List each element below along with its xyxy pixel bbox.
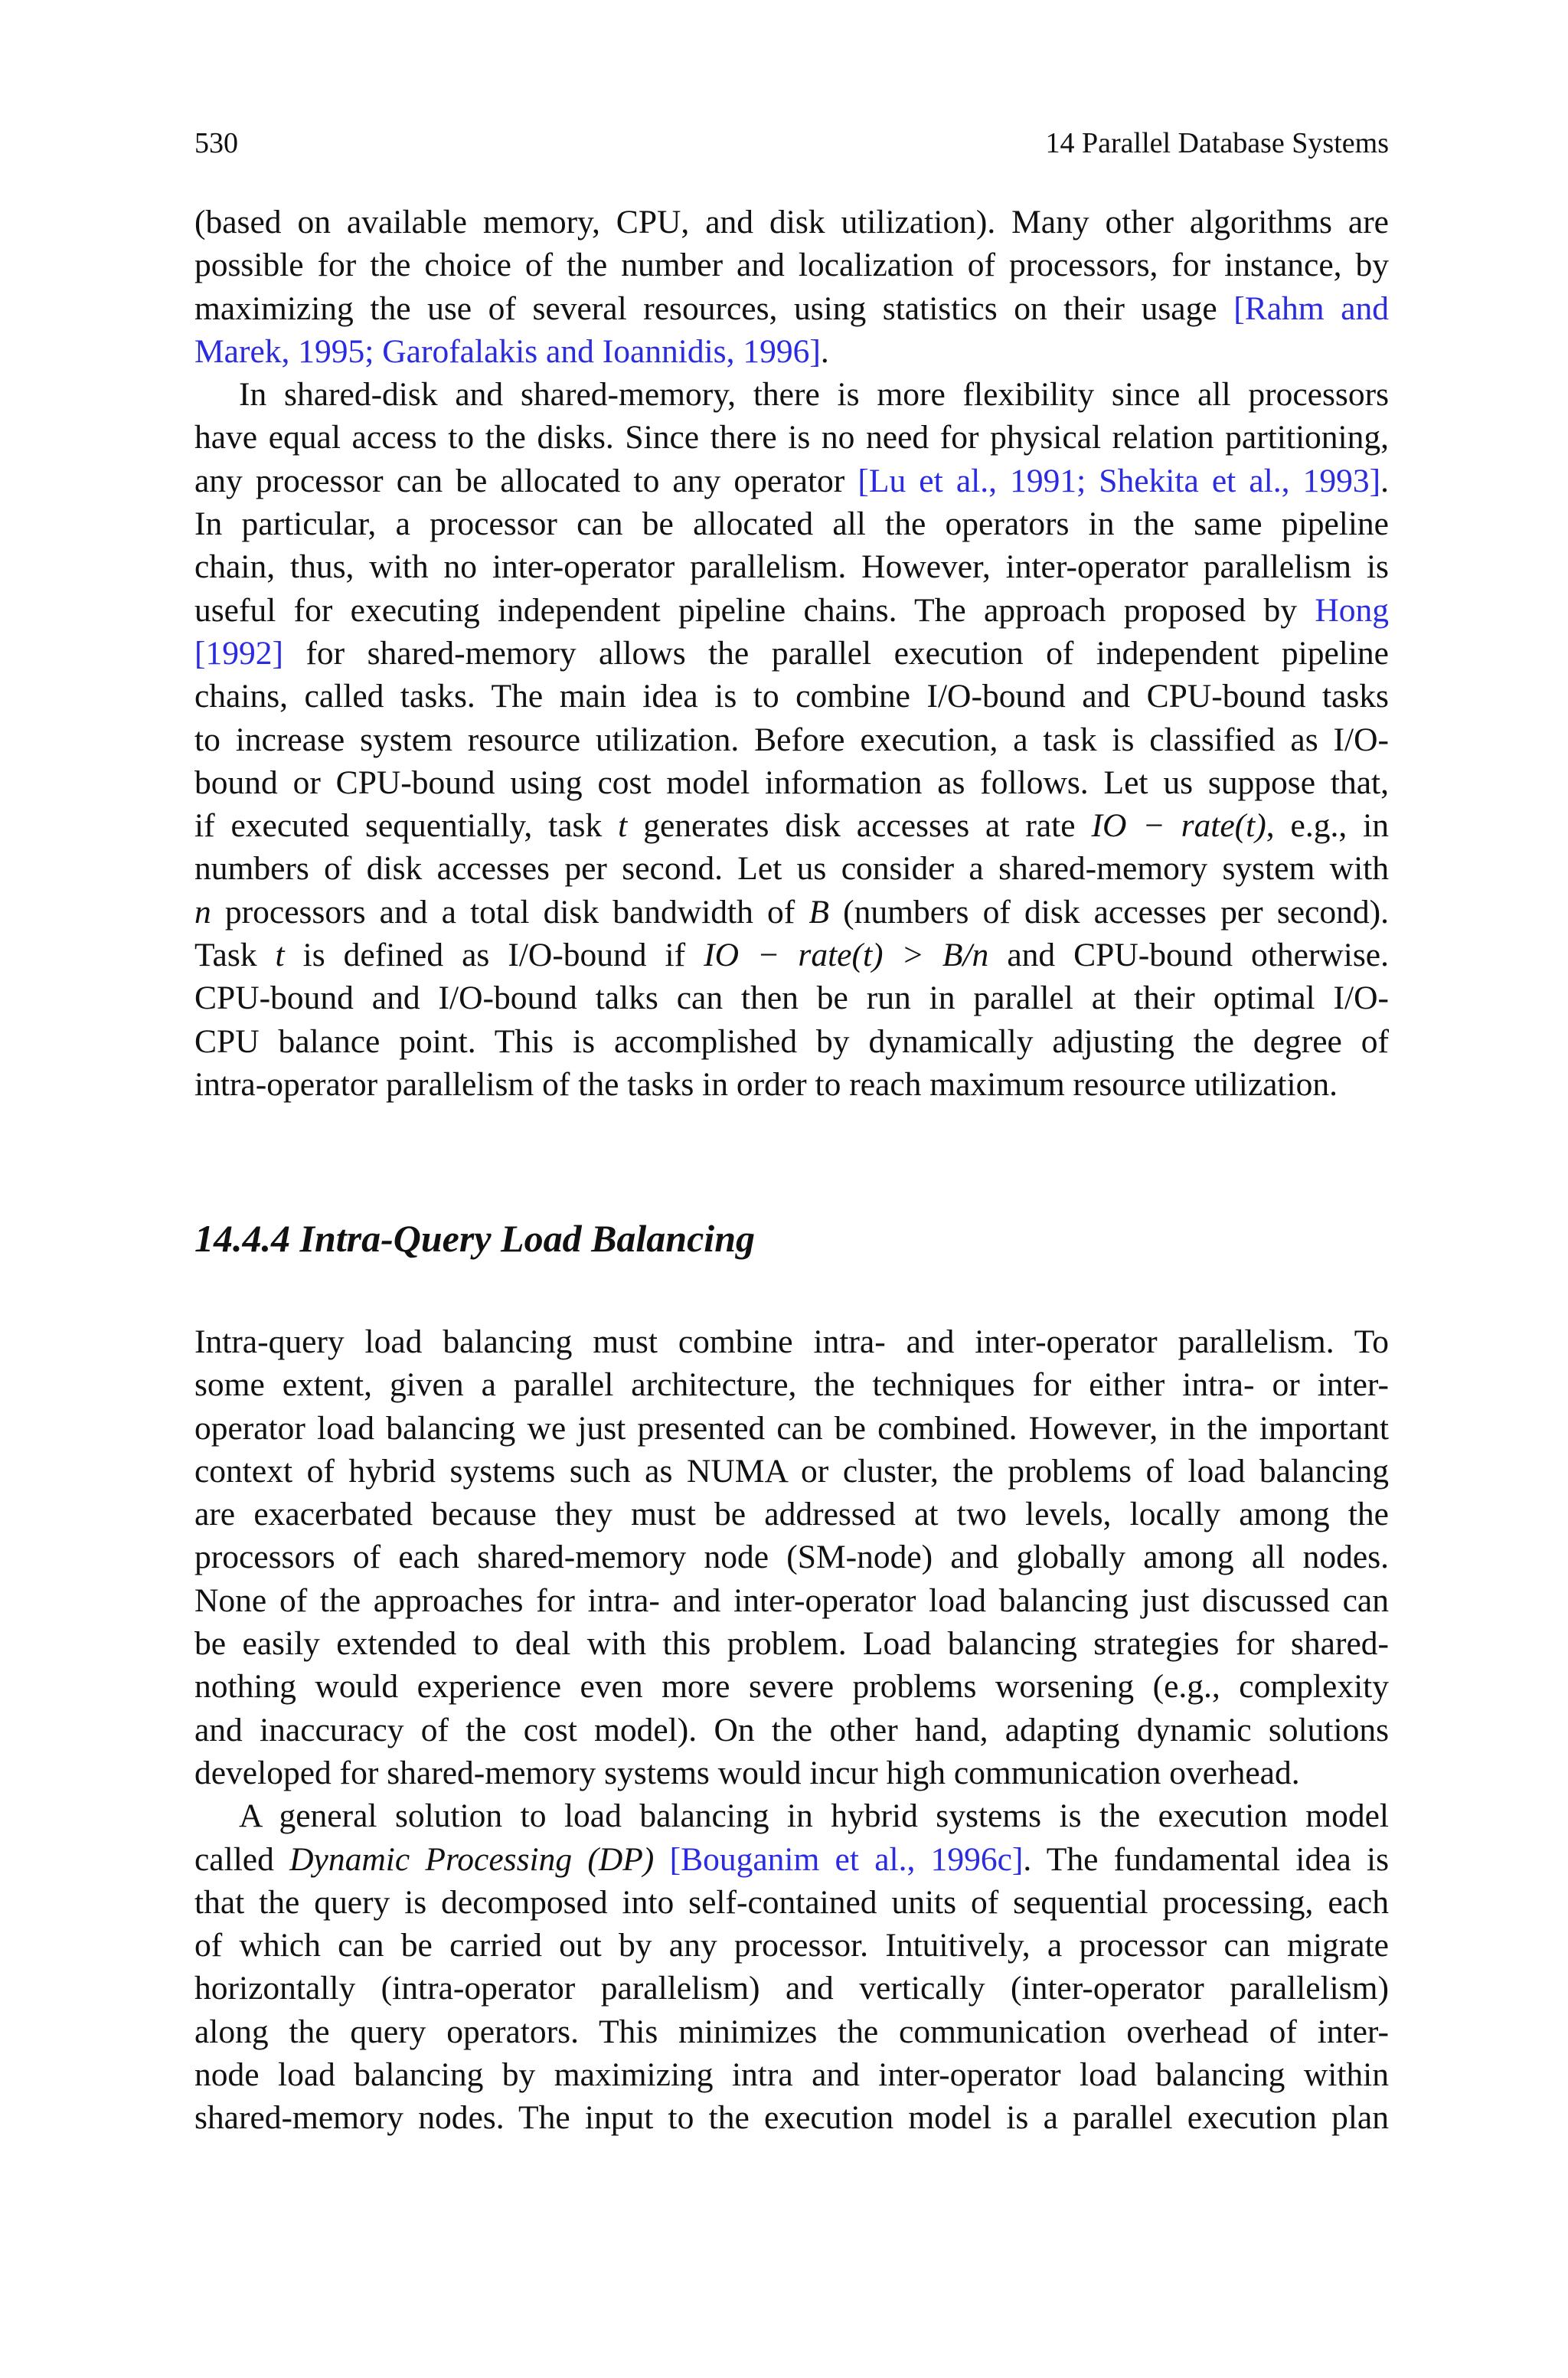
text-line [194, 1579, 1389, 1622]
text-run: intra-operator parallelism of the tasks in order to reach maximum resource utilization. [194, 1065, 1338, 1103]
text-run: (numbers of disk accesses per second). [829, 893, 1389, 931]
text-line [194, 675, 1389, 718]
text-run: . The fundamental idea is [1023, 1840, 1390, 1878]
paragraph [194, 1794, 1389, 2139]
citation-link[interactable]: [1992] [194, 634, 283, 672]
text-run: . [820, 332, 829, 370]
text-line [194, 1709, 1389, 1752]
text-line [194, 1536, 1389, 1578]
math-italic: IO − rate(t) > B/n [704, 937, 989, 974]
text-line [194, 1363, 1389, 1406]
text-line [194, 1881, 1389, 1924]
text-run: bound or CPU-bound using cost model information as follows. Let us suppose that, [194, 764, 1389, 801]
text-line [194, 1752, 1389, 1794]
text-line [194, 1020, 1389, 1063]
text-line [194, 1493, 1389, 1536]
text-line [194, 1622, 1389, 1665]
section-heading: 14.4.4 Intra-Query Load Balancing [194, 1217, 756, 1260]
text-line [194, 847, 1389, 890]
citation-link[interactable]: [Bouganim et al., 1996c] [669, 1840, 1024, 1878]
text-line [194, 373, 1389, 416]
text-line [194, 416, 1389, 459]
text-run: A general solution to load balancing in hybrid systems is the execution model [239, 1797, 1389, 1835]
text-run: (based on available memory, CPU, and disk utilization). Many other algorithms are [194, 204, 1389, 240]
text-run: processors of each shared-memory node (SM-node) and globally among all nodes. [194, 1539, 1389, 1576]
text-run: , e.g., in [1266, 807, 1389, 845]
citation-link[interactable]: Marek, 1995; Garofalakis and Ioannidis, 1996] [194, 332, 821, 370]
text-run: and CPU-bound otherwise. [988, 937, 1389, 974]
text-line [194, 1407, 1389, 1450]
text-line [194, 1794, 1389, 1837]
text-run: that the query is decomposed into self-contained units of sequential processing, each [194, 1883, 1389, 1921]
text-line [194, 1320, 1389, 1363]
text-run: of which can be carried out by any processor. Intuitively, a processor can migrate [194, 1927, 1389, 1964]
text-line [194, 2096, 1389, 2139]
text-run: called [194, 1840, 290, 1878]
page-number: 530 [194, 127, 238, 159]
text-line [194, 1665, 1389, 1708]
text-run: possible for the choice of the number and localization of processors, for instance, by [194, 247, 1389, 284]
text-line [194, 589, 1389, 632]
text-line [194, 804, 1389, 847]
text-run: shared-memory nodes. The input to the execution model is a parallel execution plan [194, 2099, 1389, 2137]
text-run [654, 1841, 669, 1878]
text-line [194, 1967, 1389, 2010]
text-run: . [1380, 462, 1389, 499]
math-italic: t [275, 937, 285, 974]
text-run: maximizing the use of several resources, using statistics on their usage [194, 289, 1234, 327]
math-italic: t [618, 807, 628, 845]
text-run: horizontally (intra-operator parallelism) and vertically (inter-operator parallelism) [194, 1970, 1389, 2007]
text-run: None of the approaches for intra- and inter-operator load balancing just discussed can [194, 1582, 1389, 1619]
text-run: In shared-disk and shared-memory, there is more flexibility since all processors [239, 376, 1389, 414]
text-run: CPU-bound and I/O-bound talks can then be run in parallel at their optimal I/O- [194, 980, 1389, 1017]
text-line [194, 718, 1389, 761]
text-line [194, 1838, 1389, 1881]
text-run: useful for executing independent pipeline chains. The approach proposed by [194, 591, 1315, 629]
text-run: chain, thus, with no inter-operator parallelism. However, inter-operator parallelism is [194, 548, 1389, 586]
paragraph [194, 373, 1389, 1106]
paragraph [194, 1320, 1389, 1794]
text-line [194, 761, 1389, 804]
text-line [194, 244, 1389, 286]
text-line [194, 2010, 1389, 2053]
text-run: have equal access to the disks. Since there is no need for physical relation partitioning, [194, 419, 1389, 456]
text-line [194, 1924, 1389, 1967]
citation-link[interactable]: [Rahm and [1233, 289, 1390, 327]
text-run: is defined as I/O-bound if [284, 937, 704, 974]
text-run: are exacerbated because they must be addressed at two levels, locally among the [194, 1496, 1389, 1533]
text-run: numbers of disk accesses per second. Let us consider a shared-memory system with [194, 850, 1389, 888]
text-run: developed for shared-memory systems would incur high communication overhead. [194, 1754, 1300, 1791]
running-head: 14 Parallel Database Systems [1045, 127, 1389, 159]
math-italic: n [194, 893, 211, 931]
text-run: processors and a total disk bandwidth of [211, 893, 809, 931]
text-run: Intra-query load balancing must combine intra- and inter-operator parallelism. To [194, 1323, 1389, 1360]
text-run: Task [194, 937, 276, 974]
text-run: be easily extended to deal with this problem. Load balancing strategies for shared- [194, 1625, 1389, 1663]
text-run: chains, called tasks. The main idea is to combine I/O-bound and CPU-bound tasks [194, 678, 1389, 715]
text-run: operator load balancing we just presented can be combined. However, in the important [194, 1409, 1389, 1447]
text-line [194, 632, 1389, 675]
text-run: node load balancing by maximizing intra and inter-operator load balancing within [194, 2056, 1389, 2094]
text-line [194, 1450, 1389, 1493]
text-line [194, 976, 1389, 1019]
text-line [194, 545, 1389, 588]
text-line [194, 1063, 1389, 1106]
text-run: along the query operators. This minimizes the communication overhead of inter- [194, 2013, 1389, 2050]
paragraph [194, 201, 1389, 373]
text-line [194, 934, 1389, 976]
text-run: some extent, given a parallel architecture, the techniques for either intra- or inter- [194, 1366, 1389, 1404]
text-run: any processor can be allocated to any operator [194, 462, 858, 499]
text-line [194, 201, 1389, 244]
body-text-top [194, 201, 1389, 1106]
text-run: In particular, a processor can be allocated all the operators in the same pipeline [194, 505, 1389, 543]
text-run: to increase system resource utilization. Before execution, a task is classified as I/O- [194, 721, 1389, 758]
text-run: context of hybrid systems such as NUMA or cluster, the problems of load balancing [194, 1452, 1389, 1490]
text-line [194, 460, 1389, 502]
text-line [194, 330, 1389, 373]
citation-link[interactable]: [Lu et al., 1991; Shekita et al., 1993] [858, 462, 1381, 499]
text-run: generates disk accesses at rate [627, 807, 1092, 845]
text-run: if executed sequentially, task [194, 807, 619, 845]
text-line [194, 2053, 1389, 2096]
body-text-section [194, 1320, 1389, 2140]
text-line [194, 287, 1389, 330]
text-run: and inaccuracy of the cost model). On the other hand, adapting dynamic solutions [194, 1711, 1389, 1748]
math-italic: IO − rate(t) [1091, 807, 1266, 845]
citation-link[interactable]: Hong [1315, 591, 1389, 629]
text-line [194, 891, 1389, 934]
math-italic: Dynamic Processing (DP) [289, 1840, 655, 1878]
text-run: nothing would experience even more severe problems worsening (e.g., complexity [194, 1668, 1389, 1706]
text-run: CPU balance point. This is accomplished by dynamically adjusting the degree of [194, 1022, 1389, 1060]
text-run: for shared-memory allows the parallel execution of independent pipeline [283, 634, 1389, 672]
math-italic: B [808, 893, 829, 931]
text-line [194, 502, 1389, 545]
